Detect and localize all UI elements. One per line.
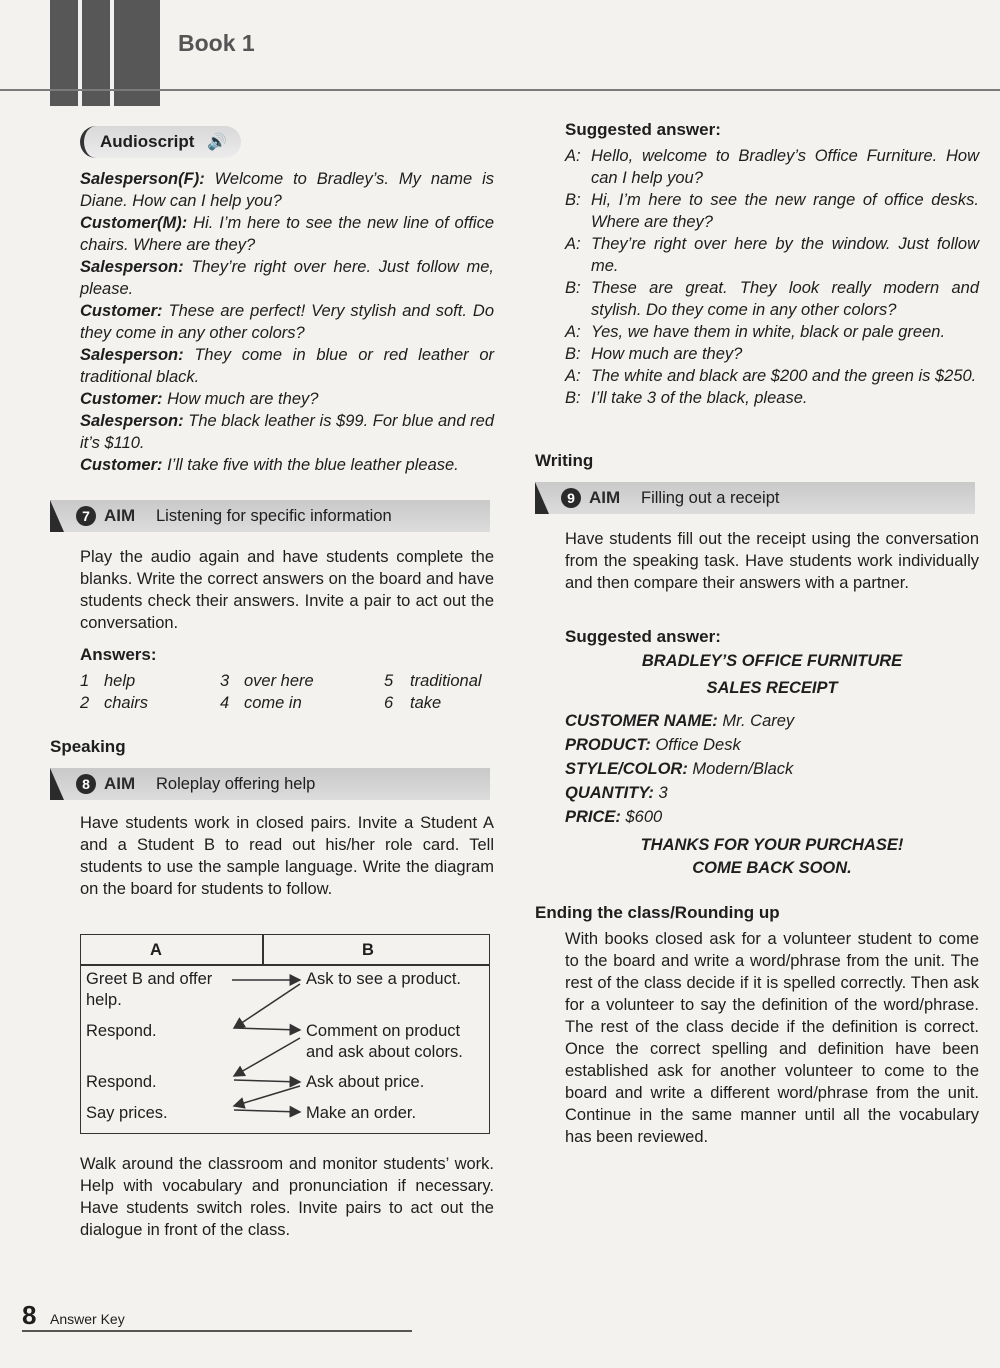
footer-rule xyxy=(22,1330,412,1332)
dialogue-line xyxy=(565,233,979,277)
dialogue-text: I’ll take 3 of the black, please. xyxy=(591,389,808,407)
aim-slash xyxy=(50,500,64,532)
field-label: QUANTITY: xyxy=(565,784,654,802)
speaker-name: Salesperson: xyxy=(80,258,184,276)
receipt-come-back: COME BACK SOON. xyxy=(692,859,852,877)
dialogue-speaker: B: xyxy=(565,279,581,297)
answer-text: chairs xyxy=(104,694,149,712)
dialogue-text: The white and black are $200 and the green is $250. xyxy=(591,367,977,385)
receipt-quantity xyxy=(565,781,979,805)
aim-9-bar xyxy=(535,482,975,514)
receipt-thanks: THANKS FOR YOUR PURCHASE! xyxy=(640,836,904,854)
diagram-a-step: Greet B and offer help. xyxy=(86,970,213,1009)
dialogue-line xyxy=(565,321,979,343)
aim-9-body: Have students fill out the receipt using the conversation from the speaking task. Have students work individually and then compare their answers with a partner. xyxy=(565,530,979,592)
receipt-fields xyxy=(565,709,979,829)
script-line xyxy=(80,212,494,256)
receipt-price xyxy=(565,805,979,829)
aim-8-number: 8 xyxy=(76,774,96,794)
diagram-a-step: Respond. xyxy=(86,1022,157,1040)
dialogue-speaker: A: xyxy=(565,367,581,385)
receipt-style xyxy=(565,757,979,781)
script-line xyxy=(80,454,494,476)
speaker-name: Customer: xyxy=(80,302,163,320)
speaker-name: Customer: xyxy=(80,456,163,474)
line-text: I’ll take five with the blue leather please. xyxy=(162,456,459,474)
aim-9-label: AIM xyxy=(589,488,621,507)
script-line xyxy=(80,388,494,410)
answer-text: over here xyxy=(244,672,314,690)
diagram-arrows xyxy=(228,968,304,1118)
dialogue-speaker: A: xyxy=(565,235,581,253)
book-title: Book 1 xyxy=(178,30,255,56)
aim-8-title: Roleplay offering help xyxy=(156,775,316,793)
receipt-answer-label: Suggested answer: xyxy=(565,627,721,646)
diagram-b-step: Make an order. xyxy=(306,1104,417,1122)
answer-text: take xyxy=(410,694,442,712)
script-line xyxy=(80,410,494,454)
dialogue-line xyxy=(565,343,979,365)
aim-8-bar xyxy=(50,768,490,800)
answer-num: 3 xyxy=(220,672,230,690)
diagram-column-divider xyxy=(262,934,264,965)
dialogue-line xyxy=(565,277,979,321)
dialogue-text: These are great. They look really modern and stylish. Do they come in any other colors? xyxy=(591,279,979,319)
dialogue-text: Hello, welcome to Bradley’s Office Furniture. How can I help you? xyxy=(591,147,979,187)
script-line xyxy=(80,344,494,388)
speaker-name: Customer(M): xyxy=(80,214,188,232)
script-line xyxy=(80,256,494,300)
dialogue-speaker: A: xyxy=(565,147,581,165)
diagram-b-step: Ask about price. xyxy=(306,1073,425,1091)
line-text: How much are they? xyxy=(162,390,319,408)
answer-num: 4 xyxy=(220,694,230,712)
diagram-a-step: Respond. xyxy=(86,1073,157,1091)
aim-slash xyxy=(535,482,549,514)
answer-text: traditional xyxy=(410,672,482,690)
dialogue-text: How much are they? xyxy=(591,345,743,363)
answer-text: come in xyxy=(244,694,302,712)
diagram-header-divider xyxy=(80,964,490,966)
script-line xyxy=(80,168,494,212)
audioscript-label xyxy=(80,126,241,158)
field-value: Office Desk xyxy=(650,736,741,754)
aim-7-body: Play the audio again and have students complete the blanks. Write the correct answers on the board and have students check their answers. Invite a pair to act out the conversation. xyxy=(80,548,494,632)
field-label: PRODUCT: xyxy=(565,736,651,754)
dialogue-text: Hi, I’m here to see the new range of office desks. Where are they? xyxy=(591,191,979,231)
dialogue-speaker: B: xyxy=(565,389,581,407)
arrow-a-to-b xyxy=(234,1080,300,1082)
receipt-product xyxy=(565,733,979,757)
receipt-customer xyxy=(565,709,979,733)
aim-8-label: AIM xyxy=(104,774,136,793)
script-line xyxy=(80,300,494,344)
arrow-b-to-a xyxy=(234,1086,300,1106)
field-value: 3 xyxy=(653,784,668,802)
field-label: PRICE: xyxy=(565,808,621,826)
field-value: Modern/Black xyxy=(687,760,794,778)
diagram-b-step: Comment on product and ask about colors. xyxy=(306,1022,463,1061)
diagram-col-a: A xyxy=(150,941,162,959)
dialogue-speaker: B: xyxy=(565,191,581,209)
writing-heading: Writing xyxy=(535,451,594,470)
line-text: Hi. I’m here to see the new line of office chairs. Where are they? xyxy=(80,214,494,254)
suggested-answer-label: Suggested answer: xyxy=(565,120,721,139)
arrow-a-to-b xyxy=(234,1110,300,1112)
speaker-name: Customer: xyxy=(80,390,163,408)
aim-8-body: Have students work in closed pairs. Invite a Student A and a Student B to read out his/her role card. Tell students to use the sample language. Write the diagram on the board for students to follow. xyxy=(80,814,494,898)
answer-text: help xyxy=(104,672,136,690)
answers-label: Answers: xyxy=(80,645,157,664)
dialogue-text: Yes, we have them in white, black or pale green. xyxy=(591,323,946,341)
footer-label: Answer Key xyxy=(50,1311,125,1327)
aim-7-bar xyxy=(50,500,490,532)
header-rule xyxy=(0,89,1000,91)
speaking-heading: Speaking xyxy=(50,737,126,756)
field-label: STYLE/COLOR: xyxy=(565,760,688,778)
aim-7-title: Listening for specific information xyxy=(156,507,392,525)
aim-7-label: AIM xyxy=(104,506,136,525)
answer-num: 6 xyxy=(384,694,394,712)
line-text: They come in blue or red leather or traditional black. xyxy=(80,346,494,386)
field-label: CUSTOMER NAME: xyxy=(565,712,718,730)
answers-grid xyxy=(80,670,494,716)
answer-num: 5 xyxy=(384,672,394,690)
dialogue-speaker: B: xyxy=(565,345,581,363)
line-text: They’re right over here. Just follow me, please. xyxy=(80,258,494,298)
aim-8-after: Walk around the classroom and monitor students’ work. Help with vocabulary and pronunciation if necessary. Have students switch roles. Invite pairs to act out the dialogue in front of the class. xyxy=(80,1155,494,1239)
aim-9-title: Filling out a receipt xyxy=(641,489,780,507)
dialogue-line xyxy=(565,387,979,409)
line-text: These are perfect! Very stylish and soft. Do they come in any other colors? xyxy=(80,302,494,342)
field-value: $600 xyxy=(620,808,663,826)
speaker-icon: 🔊 xyxy=(207,134,228,151)
aim-9-number: 9 xyxy=(561,488,581,508)
answer-num: 1 xyxy=(80,672,90,690)
ending-body: With books closed ask for a volunteer student to come to the board and write a word/phrase from the unit. The rest of the class decide if it is spelled correctly. Then ask for a volunteer to say the definition of the word/phrase. The rest of the class decide if the definition is correct. Once the correct spelling and definition have been established ask for another volunteer to come to the board and write a different word/phrase from the unit. Continue in the same manner until all the vocabulary has been reviewed. xyxy=(565,930,979,1146)
page-number: 8 xyxy=(22,1300,37,1330)
ending-heading: Ending the class/Rounding up xyxy=(535,903,780,922)
arrow-b-to-a xyxy=(234,984,300,1028)
answer-num: 2 xyxy=(80,694,90,712)
speaker-name: Salesperson: xyxy=(80,412,184,430)
dialogue-text: They’re right over here by the window. Just follow me. xyxy=(591,235,979,275)
dialogue-line xyxy=(565,189,979,233)
diagram-a-step: Say prices. xyxy=(86,1104,168,1122)
diagram-col-b: B xyxy=(362,941,374,959)
arrow-b-to-a xyxy=(234,1038,300,1076)
field-value: Mr. Carey xyxy=(717,712,795,730)
line-text: The black leather is $99. For blue and red it’s $110. xyxy=(80,412,494,452)
receipt-title: SALES RECEIPT xyxy=(706,679,838,697)
dialogue-speaker: A: xyxy=(565,323,581,341)
audioscript-label-text: Audioscript xyxy=(100,132,195,151)
audioscript-text xyxy=(80,168,494,476)
aim-7-number: 7 xyxy=(76,506,96,526)
dialogue-line xyxy=(565,145,979,189)
speaker-name: Salesperson(F): xyxy=(80,170,205,188)
dialogue-line xyxy=(565,365,979,387)
line-text: Welcome to Bradley’s. My name is Diane. How can I help you? xyxy=(80,170,494,210)
receipt-store-name: BRADLEY’S OFFICE FURNITURE xyxy=(641,652,903,670)
suggested-dialogue xyxy=(565,145,979,409)
arrow-a-to-b xyxy=(234,1028,300,1030)
speaker-name: Salesperson: xyxy=(80,346,184,364)
diagram-b-step: Ask to see a product. xyxy=(306,970,462,988)
aim-slash xyxy=(50,768,64,800)
